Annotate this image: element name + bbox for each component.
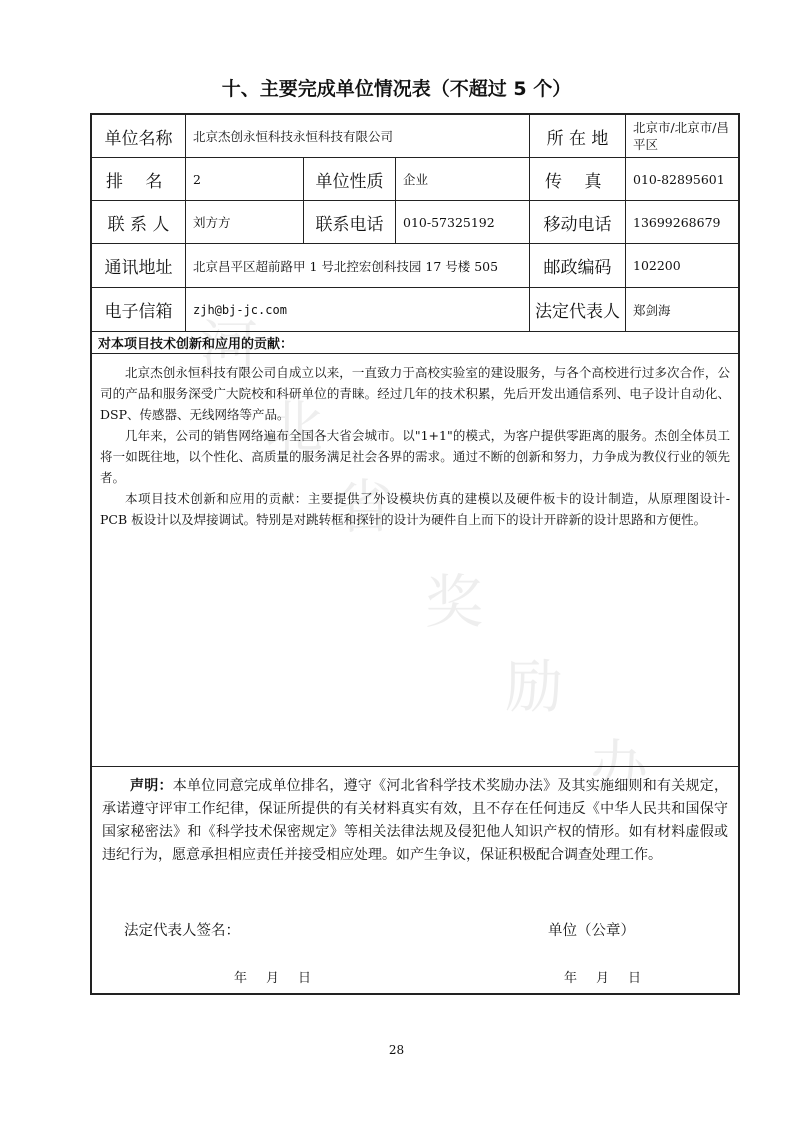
unit-info-form	[90, 113, 740, 995]
declaration-lead: 声明：	[130, 778, 173, 794]
contact-value: 刘方方	[186, 201, 304, 244]
mobile-value: 13699268679	[626, 201, 738, 244]
contribution-paragraph-3: 本项目技术创新和应用的贡献：主要提供了外设模块仿真的建模以及硬件板卡的设计制造，从原理图设计-PCB 板设计以及焊接调试。特别是对跳转框和探针的设计为硬件自上而下的设计开辟新的设计思路和方便性。	[100, 491, 730, 527]
location-value: 北京市/北京市/昌平区	[626, 115, 738, 158]
seal-date-year: 年	[564, 971, 578, 986]
email-value: zjh@bj-jc.com	[186, 288, 530, 332]
fax-value: 010-82895601	[626, 158, 738, 201]
contact-label: 联 系 人	[92, 201, 186, 244]
postcode-value: 102200	[626, 244, 738, 288]
declaration-text-block	[102, 775, 728, 867]
watermark-glyph-3: 省	[335, 473, 394, 541]
page-title: 十、主要完成单位情况表（不超过 5 个）	[221, 78, 572, 100]
phone-label: 联系电话	[304, 201, 396, 244]
seal-date-month: 月	[596, 971, 610, 986]
address-value: 北京昌平区超前路甲 1 号北控宏创科技园 17 号楼 505	[186, 244, 530, 288]
contribution-body	[92, 354, 738, 767]
postcode-label: 邮政编码	[530, 244, 626, 288]
seal-date	[564, 967, 660, 986]
location-label: 所 在 地	[530, 115, 626, 158]
rank-label: 排 名	[92, 158, 186, 201]
contribution-paragraph-1: 北京杰创永恒科技有限公司自成立以来，一直致力于高校实验室的建设服务，与各个高校进行过多次合作，公司的产品和服务深受广大院校和科研单位的青睐。经过几年的技术积累，先后开发出通信系列、电子设计自动化、DSP、传感器、无线网络等产品。	[100, 365, 730, 422]
legal-rep-label: 法定代表人	[530, 288, 626, 332]
signature-date-month: 月	[266, 971, 280, 986]
unit-name-value: 北京杰创永恒科技永恒科技有限公司	[186, 115, 530, 158]
watermark-glyph-5: 励	[505, 653, 564, 721]
declaration-section	[92, 767, 738, 993]
declaration-text: 本单位同意完成单位排名，遵守《河北省科学技术奖励办法》及其实施细则和有关规定，承诺遵守评审工作纪律，保证所提供的有关材料真实有效，且不存在任何违反《中华人民共和国保守国家秘密法》和《科学技术保密规定》等相关法律法规及侵犯他人知识产权的情形。如有材料虚假或违纪行为，愿意承担相应责任并接受相应处理。如产生争议，保证积极配合调查处理工作。	[102, 778, 729, 863]
fax-label: 传 真	[530, 158, 626, 201]
signature-label: 法定代表人签名：	[124, 923, 240, 939]
watermark-glyph-4: 奖	[425, 568, 484, 636]
nature-label: 单位性质	[304, 158, 396, 201]
seal-label: 单位（公章）	[548, 923, 635, 939]
unit-name-label: 单位名称	[92, 115, 186, 158]
email-label: 电子信箱	[92, 288, 186, 332]
watermark-glyph-6: 办	[590, 733, 649, 801]
contribution-paragraph-2: 几年来，公司的销售网络遍布全国各大省会城市。以"1+1"的模式，为客户提供零距离的服务。杰创全体员工将一如既往地，以个性化、高质量的服务满足社会各界的需求。通过不断的创新和努力，力争成为教仪行业的领先者。	[100, 428, 730, 485]
address-label: 通讯地址	[92, 244, 186, 288]
page-number: 28	[388, 1043, 405, 1057]
rank-value: 2	[186, 158, 304, 201]
signature-date-day: 日	[298, 971, 312, 986]
seal-date-day: 日	[628, 971, 642, 986]
phone-value: 010-57325192	[396, 201, 530, 244]
nature-value: 企业	[396, 158, 530, 201]
watermark-glyph-1: 河	[200, 313, 259, 381]
watermark-glyph-2: 北	[265, 393, 324, 461]
legal-rep-value: 郑剑海	[626, 288, 738, 332]
contribution-heading: 对本项目技术创新和应用的贡献：	[92, 332, 738, 354]
mobile-label: 移动电话	[530, 201, 626, 244]
signature-date-year: 年	[234, 971, 248, 986]
signature-date	[234, 967, 330, 986]
